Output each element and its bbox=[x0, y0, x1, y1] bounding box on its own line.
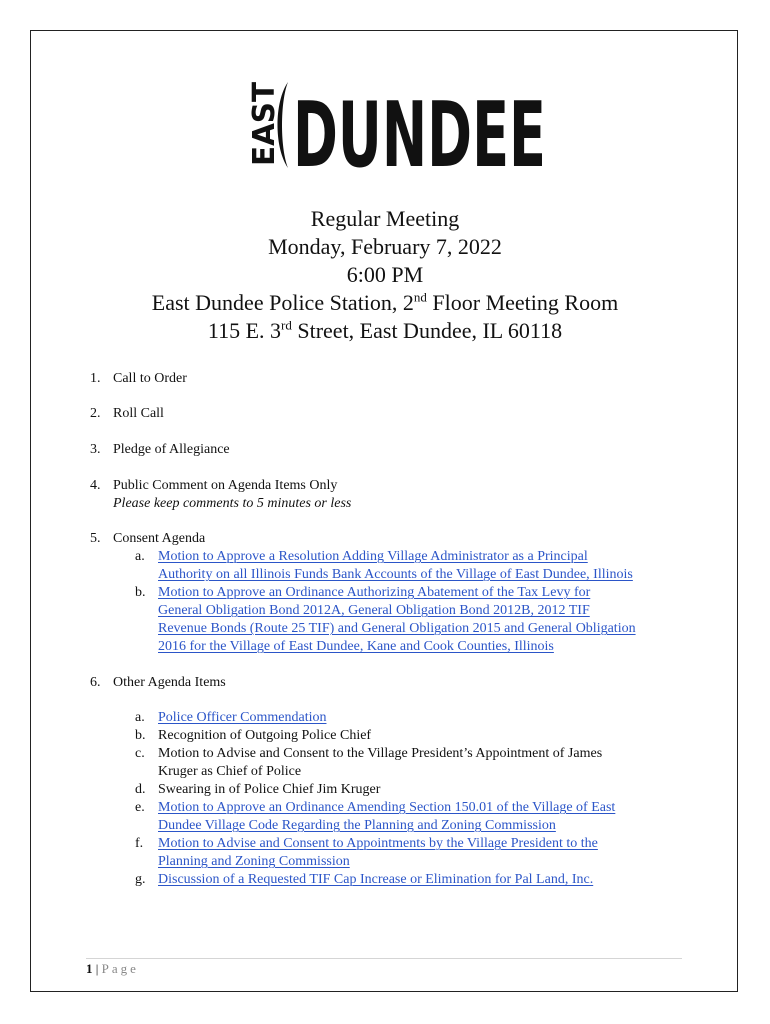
public-comment-note: Please keep comments to 5 minutes or less bbox=[113, 496, 352, 511]
meeting-address: 115 E. 3rd Street, East Dundee, IL 60118 bbox=[207, 317, 563, 343]
agenda-item-other-items: 6. Other Agenda Items bbox=[90, 675, 226, 690]
footer-divider bbox=[86, 958, 682, 959]
other-item-f-link-line2[interactable]: Planning and Zoning Commission bbox=[158, 854, 350, 869]
meeting-date: Monday, February 7, 2022 bbox=[268, 234, 502, 259]
consent-item-a-link-line2[interactable]: Authority on all Illinois Funds Bank Accounts of the Village of East Dundee, Illinois bbox=[158, 567, 633, 582]
logo-east-word: EAST bbox=[247, 80, 282, 166]
agenda-item-consent-agenda: 5. Consent Agenda bbox=[90, 531, 206, 546]
other-item-g-link[interactable]: Discussion of a Requested TIF Cap Increase or Elimination for Pal Land, Inc. bbox=[158, 872, 594, 887]
other-item-e-link-line1[interactable]: Motion to Approve an Ordinance Amending Section 150.01 of the Village of East bbox=[158, 800, 616, 815]
meeting-header bbox=[0, 205, 770, 345]
page-label: Page bbox=[101, 961, 139, 976]
meeting-type: Regular Meeting bbox=[310, 206, 460, 231]
agenda-item-call-to-order: 1. Call to Order bbox=[90, 371, 187, 386]
footer-separator: | bbox=[92, 961, 102, 976]
logo-dundee-word: DUNDEE bbox=[293, 83, 546, 188]
page-number: 1 bbox=[86, 961, 93, 976]
consent-item-b-link-line4[interactable]: 2016 for the Village of East Dundee, Kane and Cook Counties, Illinois bbox=[158, 639, 554, 654]
agenda-item-pledge: 3. Pledge of Allegiance bbox=[90, 442, 230, 457]
consent-item-a-link-line1[interactable]: Motion to Approve a Resolution Adding Village Administrator as a Principal bbox=[158, 549, 588, 564]
meeting-time: 6:00 PM bbox=[346, 262, 424, 287]
other-item-a-link[interactable]: Police Officer Commendation bbox=[158, 710, 327, 725]
consent-item-b-link-line1[interactable]: Motion to Approve an Ordinance Authorizing Abatement of the Tax Levy for bbox=[158, 585, 591, 600]
agenda-item-roll-call: 2. Roll Call bbox=[90, 406, 164, 421]
other-item-f-link-line1[interactable]: Motion to Advise and Consent to Appointments by the Village President to the bbox=[158, 836, 598, 851]
other-item-e-link-line2[interactable]: Dundee Village Code Regarding the Planning and Zoning Commission bbox=[158, 818, 556, 833]
meeting-location: East Dundee Police Station, 2nd Floor Meeting Room bbox=[151, 289, 619, 315]
page-footer bbox=[86, 961, 139, 977]
consent-item-b-link-line3[interactable]: Revenue Bonds (Route 25 TIF) and General Obligation 2015 and General Obligation bbox=[158, 621, 636, 636]
consent-item-b-link-line2[interactable]: General Obligation Bond 2012A, General Obligation Bond 2012B, 2012 TIF bbox=[158, 603, 590, 618]
agenda-item-public-comment: 4. Public Comment on Agenda Items Only bbox=[90, 478, 338, 493]
east-dundee-logo bbox=[226, 80, 548, 188]
